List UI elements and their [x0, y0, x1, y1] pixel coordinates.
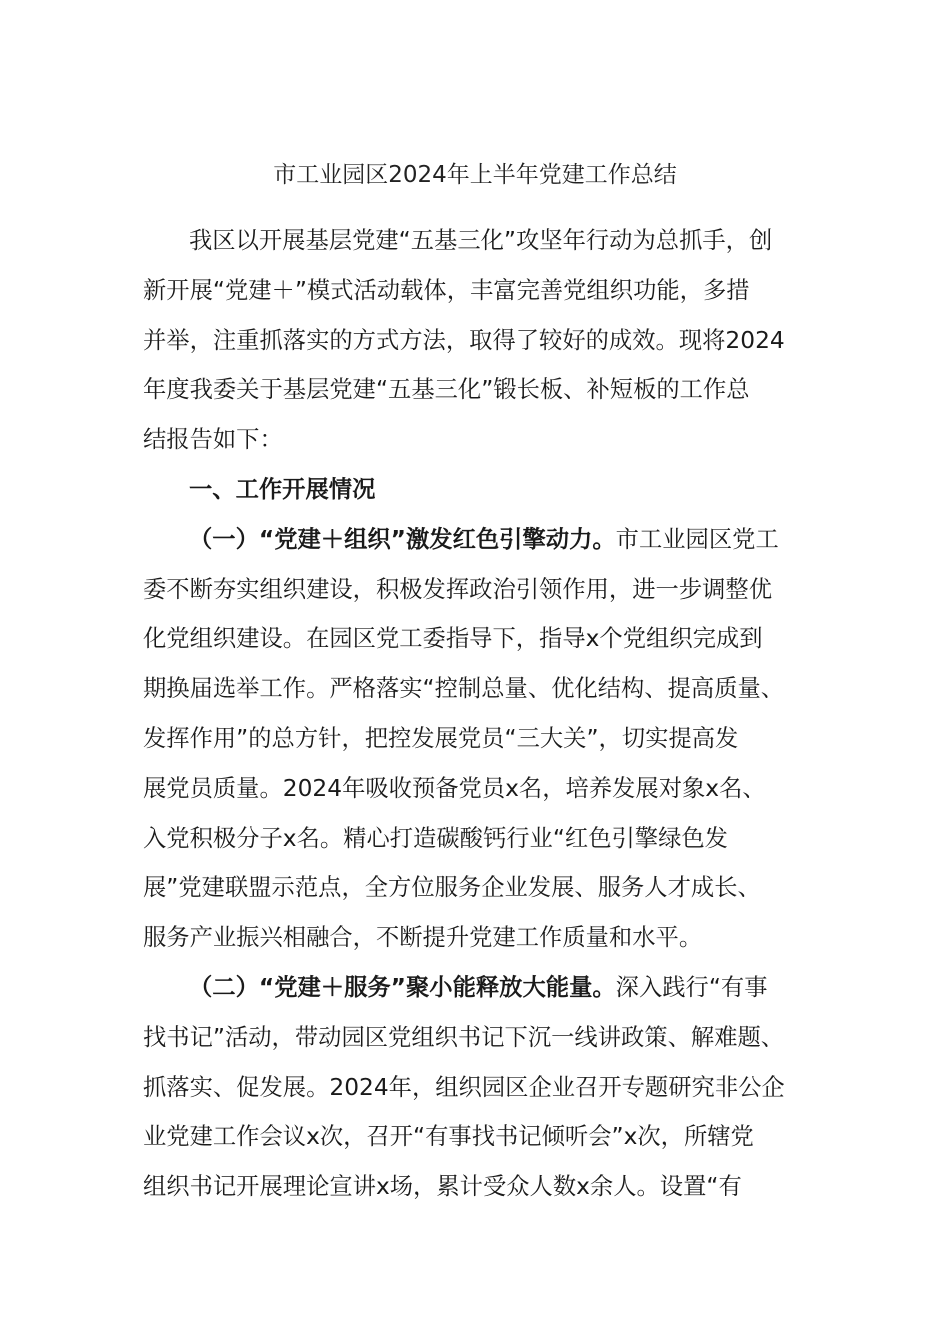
subsection-text: 市工业园区党工 — [615, 525, 779, 553]
paragraph-line: 组织书记开展理论宣讲x场，累计受众人数x余人。设置“有 — [143, 1173, 742, 1201]
subsection-text: 深入践行“有事 — [615, 973, 768, 1001]
subsection-heading: （二）“党建＋服务”聚小能释放大能量。 — [189, 973, 616, 1001]
paragraph-line: 找书记”活动，带动园区党组织书记下沉一线讲政策、解难题、 — [143, 1023, 785, 1051]
paragraph-line: 展党员质量。2024年吸收预备党员x名，培养发展对象x名、 — [143, 774, 766, 802]
paragraph-line: 展”党建联盟示范点，全方位服务企业发展、服务人才成长、 — [143, 874, 761, 902]
subsection-heading: （一）“党建＋组织”激发红色引擎动力。 — [189, 525, 616, 553]
paragraph-line: 化党组织建设。在园区党工委指导下，指导x个党组织完成到 — [143, 625, 763, 653]
paragraph-line: 年度我委关于基层党建“五基三化”锻长板、补短板的工作总 — [143, 376, 750, 404]
paragraph-line: 发挥作用”的总方针，把控发展党员“三大关”，切实提高发 — [143, 724, 739, 752]
document-body — [143, 216, 807, 1212]
document-title: 市工业园区2024年上半年党建工作总结 — [273, 162, 677, 188]
paragraph-line: 结报告如下： — [143, 426, 283, 454]
paragraph-line: 委不断夯实组织建设，积极发挥政治引领作用，进一步调整优 — [143, 575, 773, 603]
paragraph-line: 入党积极分子x名。精心打造碳酸钙行业“红色引擎绿色发 — [143, 824, 728, 852]
subsection-line — [143, 963, 807, 1013]
paragraph-line: 并举，注重抓落实的方式方法，取得了较好的成效。现将2024 — [143, 326, 785, 354]
paragraph-line: 新开展“党建＋”模式活动载体，丰富完善党组织功能，多措 — [143, 276, 750, 304]
section-heading: 一、工作开展情况 — [189, 475, 376, 503]
paragraph-line: 服务产业振兴相融合，不断提升党建工作质量和水平。 — [143, 924, 703, 952]
paragraph-line: 业党建工作会议x次，召开“有事找书记倾听会”x次，所辖党 — [143, 1123, 754, 1151]
paragraph-line: 抓落实、促发展。2024年，组织园区企业召开专题研究非公企 — [143, 1073, 785, 1101]
subsection-line — [143, 515, 807, 565]
paragraph-line: 期换届选举工作。严格落实“控制总量、优化结构、提高质量、 — [143, 675, 785, 703]
paragraph-line: 我区以开展基层党建“五基三化”攻坚年行动为总抓手，创 — [189, 227, 773, 254]
